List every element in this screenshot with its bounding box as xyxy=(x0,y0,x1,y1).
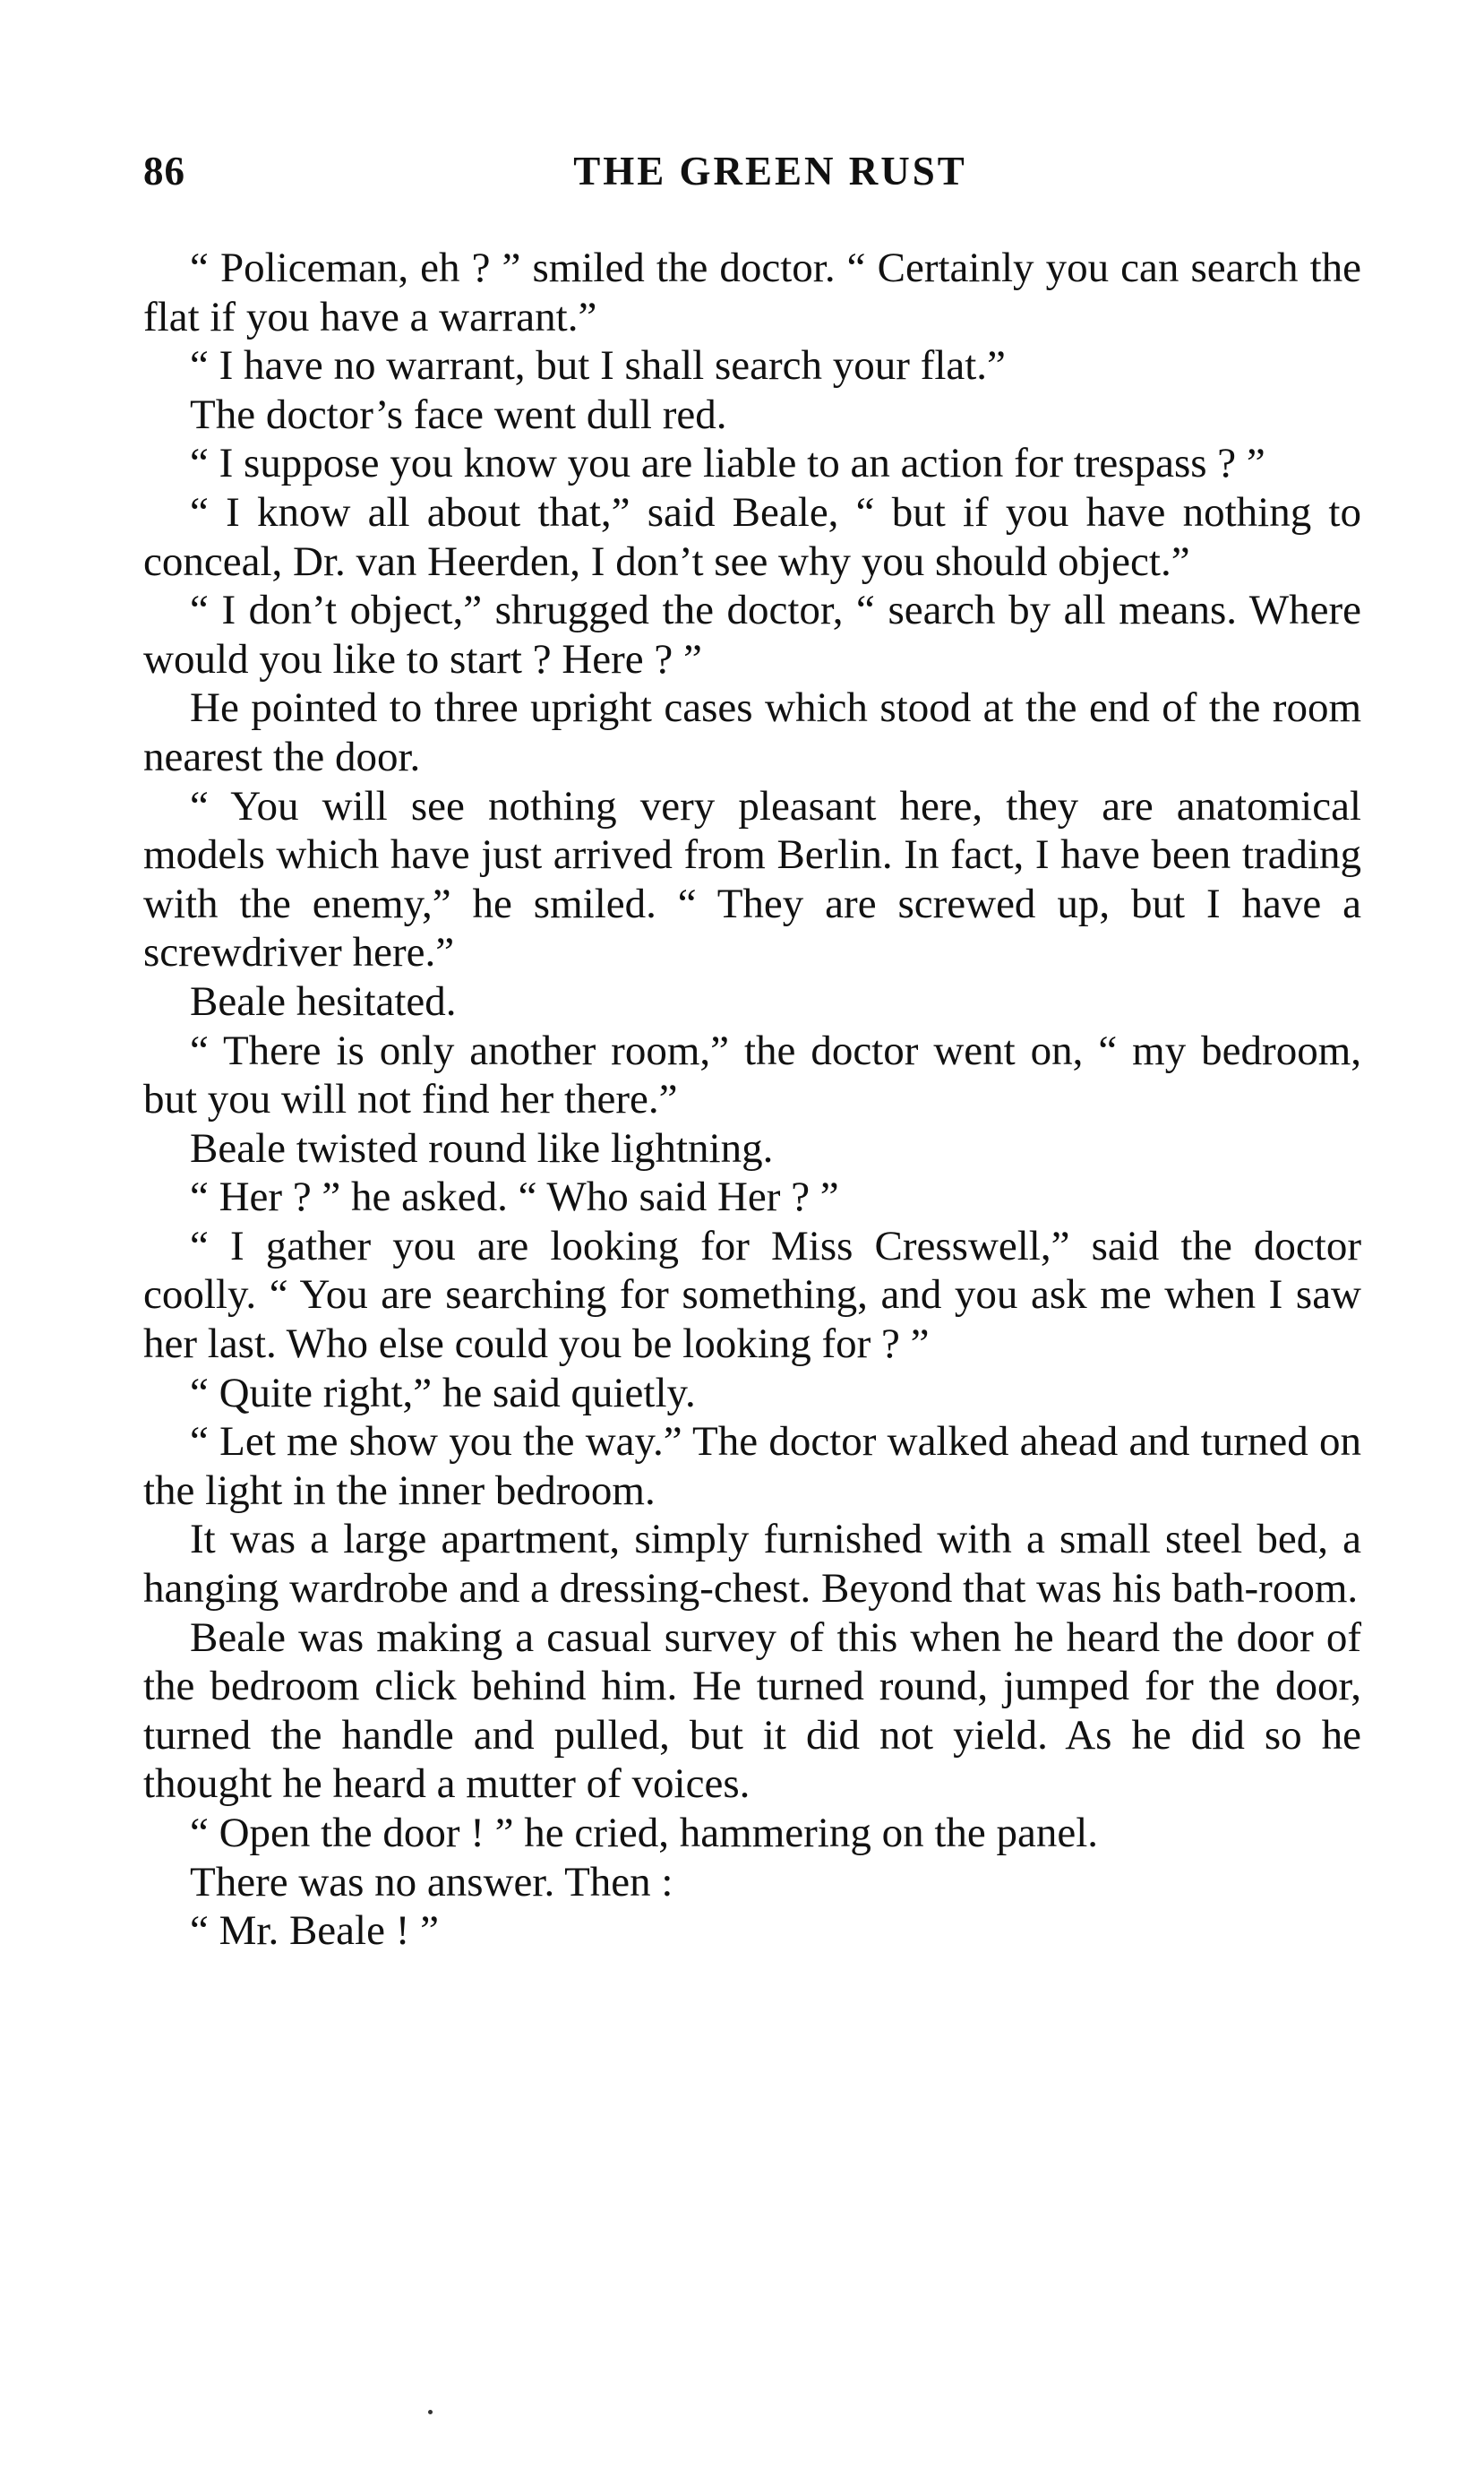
paragraph: “ Quite right,” he said quietly. xyxy=(190,1369,696,1416)
running-head xyxy=(143,148,1361,211)
paragraph: “ Mr. Beale ! ” xyxy=(190,1907,439,1955)
paragraph: Beale was making a casual survey of this when he heard the door of the bedroom click behind him. He turned round, jumped for the door, turned the handle and pulled, but it did not yield. As he did so he thought he heard a mutter of voices. xyxy=(143,1613,1361,1808)
paragraph: Beale hesitated. xyxy=(190,977,457,1025)
paragraph: “ I suppose you know you are liable to an action for trespass ? ” xyxy=(190,440,1265,487)
paragraph: “ I know all about that,” said Beale, “ but if you have nothing to conceal, Dr. van Heerden, I don’t see why you should object.” xyxy=(143,488,1361,585)
paragraph: “ Her ? ” he asked. “ Who said Her ? ” xyxy=(190,1174,839,1221)
paragraph: “ There is only another room,” the doctor went on, “ my bedroom, but you will not find her there.” xyxy=(143,1027,1361,1123)
paragraph: There was no answer. Then : xyxy=(190,1858,673,1905)
paragraph: The doctor’s face went dull red. xyxy=(190,391,727,438)
paragraph: Beale twisted round like lightning. xyxy=(190,1124,774,1172)
body-text xyxy=(143,244,1361,1956)
paragraph: “ I gather you are looking for Miss Cresswell,” said the doctor coolly. “ You are searching for something, and you ask me when I saw her last. Who else could you be looking for ? ” xyxy=(143,1222,1361,1368)
paragraph: It was a large apartment, simply furnished with a small steel bed, a hanging wardrobe and a dressing-chest. Beyond that was his bath-room. xyxy=(143,1516,1361,1613)
paragraph: “ I don’t object,” shrugged the doctor, “ search by all means. Where would you like to start ? Here ? ” xyxy=(143,587,1361,683)
paragraph: He pointed to three upright cases which stood at the end of the room nearest the door. xyxy=(143,684,1361,780)
print-speck xyxy=(428,2410,433,2414)
paragraph: “ I have no warrant, but I shall search your flat.” xyxy=(190,342,1006,390)
page-number: 86 xyxy=(143,149,185,194)
paragraph: “ Let me show you the way.” The doctor walked ahead and turned on the light in the inner bedroom. xyxy=(143,1418,1361,1514)
running-title: THE GREEN RUST xyxy=(573,149,967,194)
paragraph: “ Open the door ! ” he cried, hammering on the panel. xyxy=(190,1810,1099,1856)
paragraph: “ Policeman, eh ? ” smiled the doctor. “ Certainly you can search the flat if you have a warrant.” xyxy=(143,245,1361,340)
paragraph: “ You will see nothing very pleasant here, they are anatomical models which have just arrived from Berlin. In fact, I have been trading with the enemy,” he smiled. “ They are screwed up, but I have a screwdriver here.” xyxy=(143,782,1361,976)
